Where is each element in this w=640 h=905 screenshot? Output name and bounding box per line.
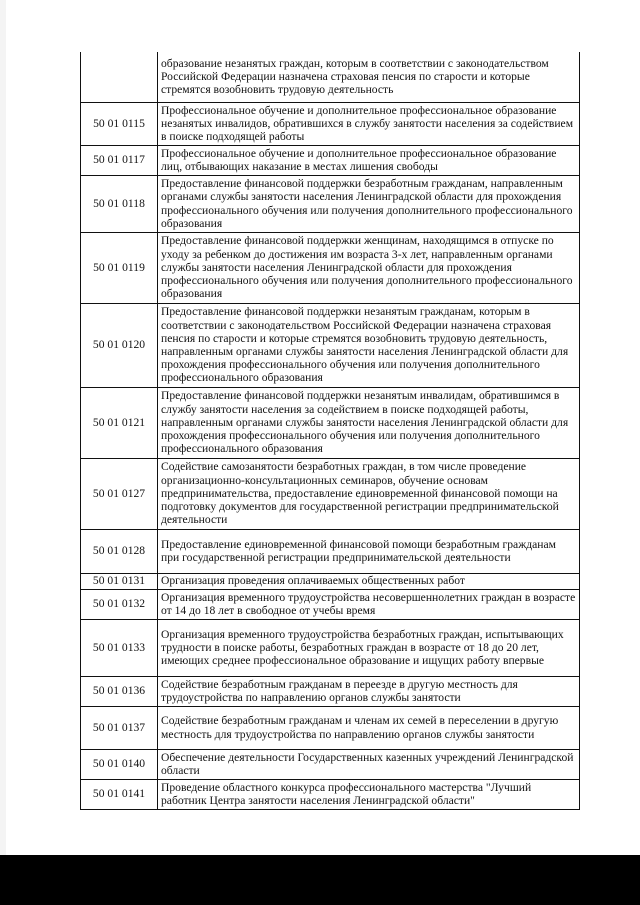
table-row xyxy=(81,706,580,749)
code-cell: 50 01 0141 xyxy=(81,779,158,809)
description-cell: Организация проведения оплачиваемых общественных работ xyxy=(158,573,580,589)
code-cell: 50 01 0132 xyxy=(81,589,158,619)
table-row xyxy=(81,145,580,175)
table-row xyxy=(81,303,580,387)
description-cell: Профессиональное обучение и дополнительное профессиональное образование лиц, отбывающих наказание в местах лишения свободы xyxy=(158,145,580,175)
description-cell: Обеспечение деятельности Государственных казенных учреждений Ленинградской области xyxy=(158,749,580,779)
description-cell: Предоставление финансовой поддержки незанятым инвалидам, обратившимся в службу занятости населения за содействием в поиске подходящей работы, направленным органами службы занятости населения Ленинградской области для прохождения профессионального обучения или получения дополнительного профессионального образования xyxy=(158,387,580,458)
scan-bottom-border xyxy=(0,855,640,905)
code-cell: 50 01 0121 xyxy=(81,387,158,458)
description-cell: Содействие безработным гражданам и членам их семей в переселении в другую местность для трудоустройства по направлению органов службы занятости xyxy=(158,706,580,749)
description-cell: Предоставление единовременной финансовой помощи безработным гражданам при государственной регистрации предпринимательской деятельности xyxy=(158,529,580,573)
code-cell: 50 01 0133 xyxy=(81,619,158,676)
description-cell: Проведение областного конкурса профессионального мастерства "Лучший работник Центра занятости населения Ленинградской области" xyxy=(158,779,580,809)
code-cell: 50 01 0127 xyxy=(81,458,158,529)
table-row xyxy=(81,387,580,458)
budget-code-table xyxy=(80,52,580,810)
code-cell: 50 01 0140 xyxy=(81,749,158,779)
table-row xyxy=(81,175,580,232)
description-cell: образование незанятых граждан, которым в соответствии с законодательством Российской Федерации назначена страховая пенсия по старости и которые стремятся возобновить трудовую деятельность xyxy=(158,52,580,102)
code-cell: 50 01 0119 xyxy=(81,232,158,303)
description-cell: Содействие самозанятости безработных граждан, в том числе проведение организационно-консультационных семинаров, обучение основам предпринимательства, предоставление единовременной финансовой помощи на подготовку документов для государственной регистрации предпринимательской деятельности xyxy=(158,458,580,529)
table-row xyxy=(81,458,580,529)
description-cell: Предоставление финансовой поддержки незанятым гражданам, которым в соответствии с законодательством Российской Федерации назначена страховая пенсия по старости и которые стремятся возобновить трудовую деятельность, направленным органами службы занятости населения Ленинградской области для прохождения профессионального обучения или получения дополнительного профессионального образования xyxy=(158,303,580,387)
table-row xyxy=(81,529,580,573)
table-row xyxy=(81,779,580,809)
code-cell: 50 01 0115 xyxy=(81,102,158,145)
table-row xyxy=(81,232,580,303)
code-cell: 50 01 0136 xyxy=(81,676,158,706)
scan-edge xyxy=(0,0,6,855)
table-row xyxy=(81,619,580,676)
code-cell: 50 01 0120 xyxy=(81,303,158,387)
code-cell xyxy=(81,52,158,102)
description-cell: Организация временного трудоустройства безработных граждан, испытывающих трудности в поиске работы, безработных граждан в возрасте от 18 до 20 лет, имеющих среднее профессиональное образование и ищущих работу впервые xyxy=(158,619,580,676)
description-cell: Профессиональное обучение и дополнительное профессиональное образование незанятых инвалидов, обратившихся в службу занятости населения за содействием в поиске подходящей работы xyxy=(158,102,580,145)
description-cell: Организация временного трудоустройства несовершеннолетних граждан в возрасте от 14 до 18 лет в свободное от учебы время xyxy=(158,589,580,619)
code-cell: 50 01 0137 xyxy=(81,706,158,749)
table-row xyxy=(81,52,580,102)
code-cell: 50 01 0131 xyxy=(81,573,158,589)
table-row xyxy=(81,676,580,706)
table-row xyxy=(81,589,580,619)
description-cell: Предоставление финансовой поддержки безработным гражданам, направленным органами службы занятости населения Ленинградской области для прохождения профессионального обучения или получения дополнительного профессионального образования xyxy=(158,175,580,232)
code-cell: 50 01 0117 xyxy=(81,145,158,175)
table-row xyxy=(81,102,580,145)
description-cell: Предоставление финансовой поддержки женщинам, находящимся в отпуске по уходу за ребенком до достижения им возраста 3-х лет, направленным органами службы занятости населения Ленинградской области для прохождения профессионального обучения или получения дополнительного профессионального образования xyxy=(158,232,580,303)
table-row xyxy=(81,749,580,779)
code-cell: 50 01 0128 xyxy=(81,529,158,573)
description-cell: Содействие безработным гражданам в переезде в другую местность для трудоустройства по направлению органов службы занятости xyxy=(158,676,580,706)
table-row xyxy=(81,573,580,589)
code-cell: 50 01 0118 xyxy=(81,175,158,232)
